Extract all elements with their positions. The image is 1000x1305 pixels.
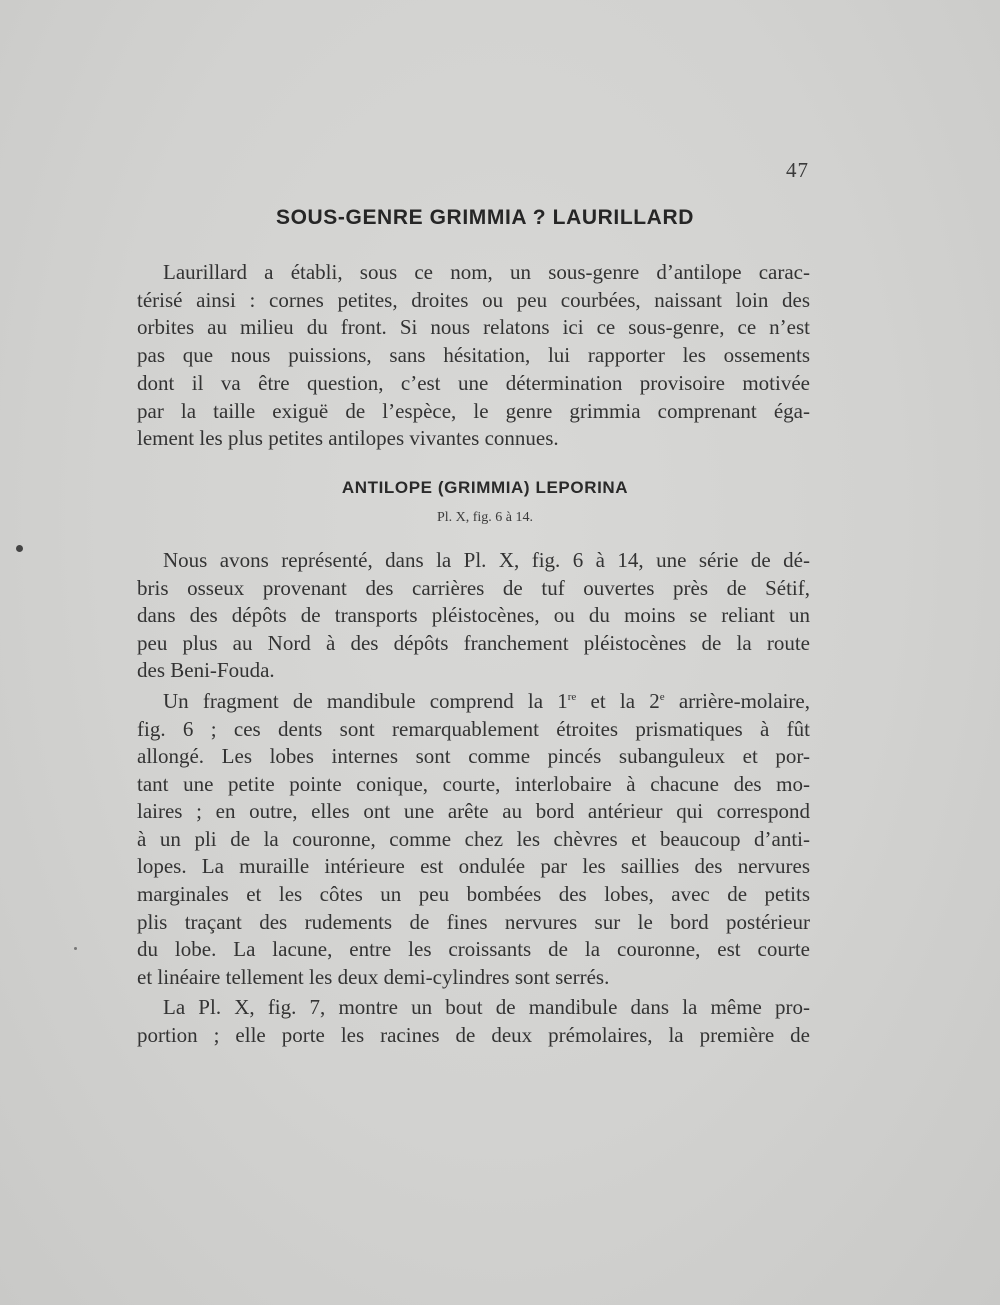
plate-reference: Pl. X, fig. 6 à 14. <box>436 510 534 525</box>
margin-speck-mark <box>74 947 77 950</box>
ordinal-superscript: e <box>659 691 665 703</box>
section-paragraph-line: orbites au milieu du front. Si nous relatons ici ce sous-genre, ce n’est <box>137 315 810 339</box>
paragraph-line: allongé. Les lobes internes sont comme pincés subanguleux et por- <box>137 744 810 768</box>
section-paragraph-line: pas que nous puissions, sans hésitation, lui rapporter les ossements <box>137 343 810 367</box>
text-segment: et la 2 <box>576 689 660 713</box>
paragraph-line: dans des dépôts de transports pléistocènes, ou du moins se reliant un <box>137 603 810 627</box>
paragraph-line-with-ordinals <box>163 687 810 716</box>
paragraph-line: peu plus au Nord à des dépôts franchement pléistocènes de la route <box>137 631 810 655</box>
margin-dot-mark <box>16 545 23 552</box>
section-paragraph-line: par la taille exiguë de l’espèce, le genre grimmia comprenant éga- <box>137 399 810 423</box>
paragraph-line: La Pl. X, fig. 7, montre un bout de mandibule dans la même pro- <box>163 995 810 1019</box>
paragraph-line: lopes. La muraille intérieure est ondulée par les saillies des nervures <box>137 854 810 878</box>
section-paragraph-line: Laurillard a établi, sous ce nom, un sous-genre d’antilope carac- <box>163 260 810 284</box>
section-title: SOUS-GENRE GRIMMIA ? LAURILLARD <box>276 206 694 229</box>
paragraph-line: fig. 6 ; ces dents sont remarquablement étroites prismatiques à fût <box>137 717 810 741</box>
paragraph-line: plis traçant des rudements de fines nervures sur le bord postérieur <box>137 910 810 934</box>
paragraph-line: tant une petite pointe conique, courte, interlobaire à chacune des mo- <box>137 772 810 796</box>
ordinal-superscript: re <box>567 691 577 703</box>
paragraph-line: à un pli de la couronne, comme chez les chèvres et beaucoup d’anti- <box>137 827 810 851</box>
paragraph-line: bris osseux provenant des carrières de tuf ouvertes près de Sétif, <box>137 576 810 600</box>
section-paragraph-line: dont il va être question, c’est une détermination provisoire motivée <box>137 371 810 395</box>
section-paragraph-line: térisé ainsi : cornes petites, droites ou peu courbées, naissant loin des <box>137 288 810 312</box>
paragraph-line: marginales et les côtes un peu bombées des lobes, avec de petits <box>137 882 810 906</box>
paragraph-line: et linéaire tellement les deux demi-cylindres sont serrés. <box>137 965 610 989</box>
paragraph-line: des Beni-Fouda. <box>137 658 275 682</box>
text-segment: arrière-molaire, <box>664 689 810 713</box>
subsection-title: ANTILOPE (GRIMMIA) LEPORINA <box>341 478 629 497</box>
paragraph-line: du lobe. La lacune, entre les croissants de la couronne, est courte <box>137 937 810 961</box>
section-paragraph-line: lement les plus petites antilopes vivantes connues. <box>137 426 559 450</box>
paragraph-line: Nous avons représenté, dans la Pl. X, fig. 6 à 14, une série de dé- <box>163 548 810 572</box>
paragraph-line: portion ; elle porte les racines de deux prémolaires, la première de <box>137 1023 810 1047</box>
text-segment: Un fragment de mandibule comprend la 1 <box>163 689 568 713</box>
page-number: 47 <box>786 158 809 182</box>
paragraph-line: laires ; en outre, elles ont une arête au bord antérieur qui correspond <box>137 799 810 823</box>
